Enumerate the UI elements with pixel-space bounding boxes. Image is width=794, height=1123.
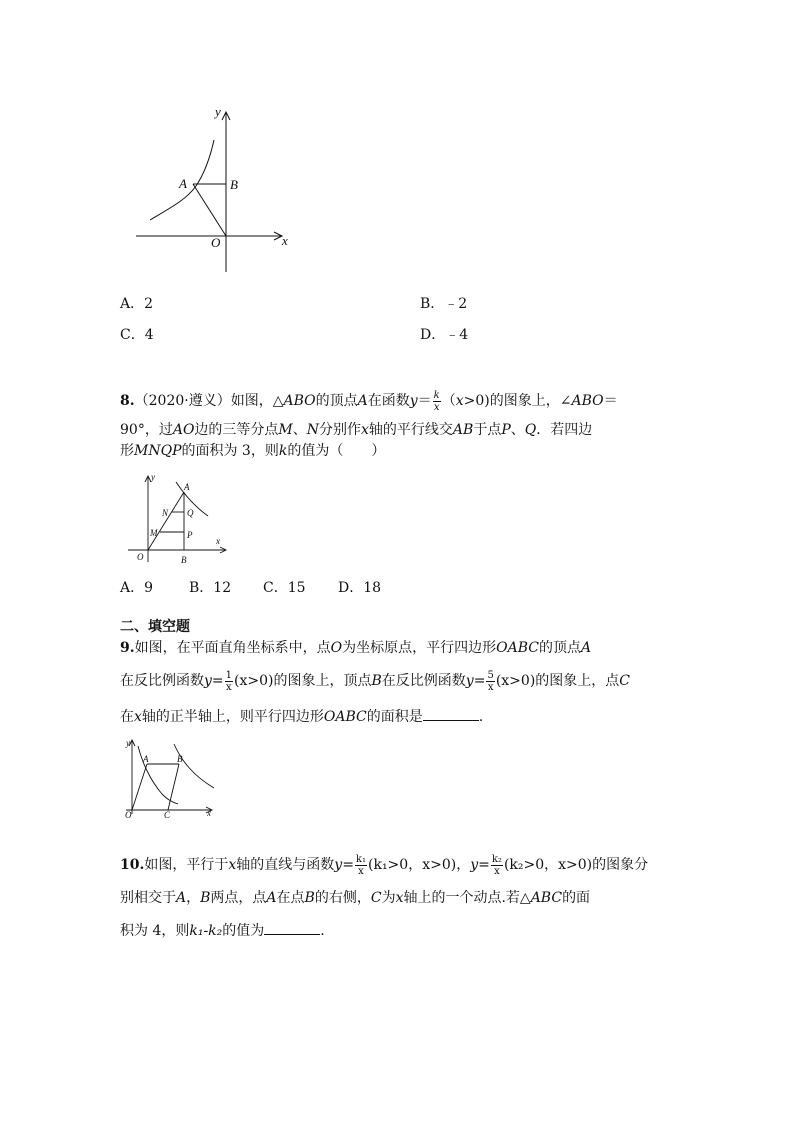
- section-heading-fill-in: 二、填空题: [120, 619, 190, 635]
- q9-label-o: O: [125, 810, 132, 820]
- q10-line-1: 10.如图，平行于x轴的直线与函数y= $\frac{\text{k₁}}{x}$ (k₁>0，x>0)，y= $\frac{\text{k₂}}{x}$ (k₂>0，x>0)的图象分: [120, 853, 649, 877]
- q8-label-m: M: [150, 528, 158, 538]
- q7-label-y: y: [215, 104, 221, 119]
- q8-label-p: P: [187, 530, 193, 540]
- q9-side-bc: [168, 764, 179, 810]
- q7-figure: [120, 100, 300, 280]
- q9-figure: [116, 736, 220, 822]
- q9-label-b: B: [177, 754, 183, 764]
- q9-label-x: x: [207, 808, 211, 818]
- q9-fraction-1: $\frac{1}{x}$: [225, 669, 233, 693]
- q7-option-d: D．﹣4: [420, 327, 469, 343]
- q8-option-b: B．12: [189, 580, 232, 596]
- q9-line-1: 9.如图，在平面直角坐标系中，点O为坐标原点，平行四边形OABC的顶点A: [120, 640, 592, 656]
- q10-fraction-2: $\frac{\text{k₂}}{x}$: [491, 853, 502, 877]
- q9-number: 9.: [120, 640, 135, 656]
- q8-label-x: x: [216, 536, 220, 546]
- q8-option-a: A．9: [120, 580, 154, 596]
- q9-answer-blank[interactable]: [423, 706, 479, 721]
- q10-answer-blank[interactable]: [264, 920, 320, 935]
- q8-option-d: D．18: [338, 580, 382, 596]
- q9-label-c: C: [164, 810, 171, 820]
- q10-line-3: 积为 4，则k₁-k₂的值为 .: [120, 920, 325, 941]
- q8-fraction: $\frac{k}{x}$: [433, 389, 440, 413]
- q8-label-y: y: [151, 472, 155, 482]
- q9-fraction-2: $\frac{5}{x}$: [487, 669, 494, 693]
- q9-label-y: y: [126, 738, 130, 748]
- q7-label-b: B: [230, 177, 238, 192]
- q7-segment-ao: [193, 184, 226, 236]
- q8-line-2: 90°，过AO边的三等分点M、N分别作x轴的平行线交AB于点P、Q．若四边: [120, 422, 593, 438]
- q9-line-3: 在x轴的正半轴上，则平行四边形OABC的面积是 .: [120, 706, 483, 727]
- q7-label-o: O: [211, 235, 221, 250]
- q7-label-a: A: [179, 176, 187, 191]
- q8-line-1: 8.（2020·遵义）如图，△ABO的顶点A在函数y＝ $\frac{k}{x}$ （x>0)的图象上，∠ABO＝: [120, 389, 618, 413]
- q10-fraction-1: $\frac{\text{k₁}}{x}$: [355, 853, 366, 877]
- q8-label-b: B: [181, 555, 187, 565]
- q10-number: 10.: [120, 857, 145, 873]
- q8-label-n: N: [162, 508, 169, 518]
- q10-line-2: 别相交于A，B两点，点A在点B的右侧，C为x轴上的一个动点.若△ABC的面: [120, 890, 591, 906]
- q8-label-q: Q: [187, 508, 194, 518]
- q9-line-2: 在反比例函数y= $\frac{1}{x}$ (x>0)的图象上，顶点B在反比例函数y= $\frac{5}{x}$ (x>0)的图象上，点C: [120, 669, 631, 693]
- q9-hyperbola-2: [174, 744, 214, 788]
- q9-label-a: A: [143, 754, 149, 764]
- q9-side-oa: [132, 764, 147, 810]
- q8-option-c: C．15: [263, 580, 306, 596]
- q8-label-o: O: [137, 552, 144, 562]
- q8-label-a: A: [184, 482, 190, 492]
- q8-number: 8.: [120, 393, 135, 409]
- q7-option-a: A．2: [120, 296, 154, 312]
- q8-line-3: 形MNQP的面积为 3，则k的值为（ ）: [120, 443, 386, 459]
- q7-label-x: x: [282, 233, 288, 248]
- q8-figure: [124, 470, 234, 570]
- q7-option-c: C．4: [120, 327, 154, 343]
- q7-option-b: B．﹣2: [420, 296, 468, 312]
- q8-segment-ao: [148, 492, 184, 550]
